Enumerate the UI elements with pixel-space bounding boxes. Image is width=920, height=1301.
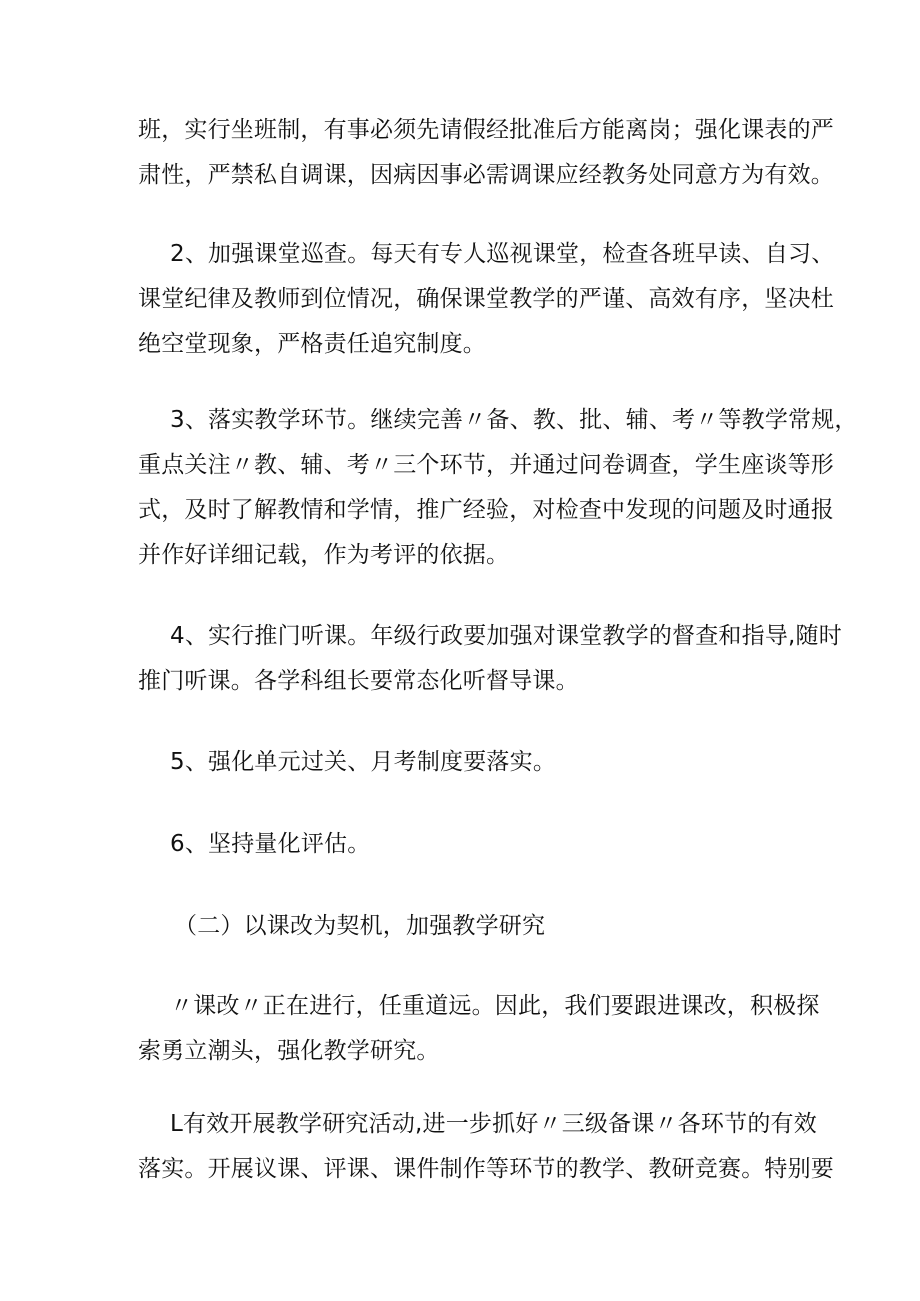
text-line: 索勇立潮头，强化教学研究。: [138, 1038, 440, 1064]
text-line: 课堂纪律及教师到位情况，确保课堂教学的严谨、高效有序，坚决杜: [138, 286, 834, 312]
paragraph-item-3: [138, 398, 858, 578]
text-line: 并作好详细记载，作为考评的依据。: [138, 542, 510, 568]
section-heading: [138, 904, 798, 949]
text-line: 式，及时了解教情和学情，推广经验，对检查中发现的问题及时通报: [138, 497, 834, 523]
paragraph-teaching-research: [138, 1102, 834, 1192]
paragraph-item-5: [138, 740, 798, 785]
text-line: 肃性，严禁私自调课，因病因事必需调课应经教务处同意方为有效。: [138, 162, 834, 188]
text-line: 重点关注〃教、辅、考〃三个环节，并通过问卷调查，学生座谈等形: [138, 452, 834, 478]
section-heading-text: （二）以课改为契机，加强教学研究: [174, 913, 546, 939]
text-line: 5、强化单元过关、月考制度要落实。: [170, 749, 557, 775]
text-line: 3、落实教学环节。继续完善〃备、教、批、辅、考〃等教学常规，: [170, 407, 858, 433]
paragraph-curriculum-reform: [138, 984, 820, 1074]
text-line: 班，实行坐班制，有事必须先请假经批准后方能离岗；强化课表的严: [138, 117, 834, 143]
paragraph-item-6: [138, 822, 798, 867]
text-line: L有效开展教学研究活动,进一步抓好〃三级备课〃各环节的有效: [170, 1111, 817, 1137]
paragraph-item-2: [138, 232, 835, 367]
text-line: 2、加强课堂巡查。每天有专人巡视课堂，检查各班早读、自习、: [170, 241, 835, 267]
text-line: 绝空堂现象，严格责任追究制度。: [138, 331, 486, 357]
text-line: 4、实行推门听课。年级行政要加强对课堂教学的督查和指导,随时: [170, 623, 842, 649]
paragraph-class-discipline: [138, 108, 834, 198]
text-line: 6、坚持量化评估。: [170, 831, 371, 857]
text-line: 落实。开展议课、评课、课件制作等环节的教学、教研竞赛。特别要: [138, 1156, 834, 1182]
paragraph-item-4: [138, 614, 842, 704]
text-line: 〃课改〃正在进行，任重道远。因此，我们要跟进课改，积极探: [170, 993, 820, 1019]
text-line: 推门听课。各学科组长要常态化听督导课。: [138, 668, 579, 694]
